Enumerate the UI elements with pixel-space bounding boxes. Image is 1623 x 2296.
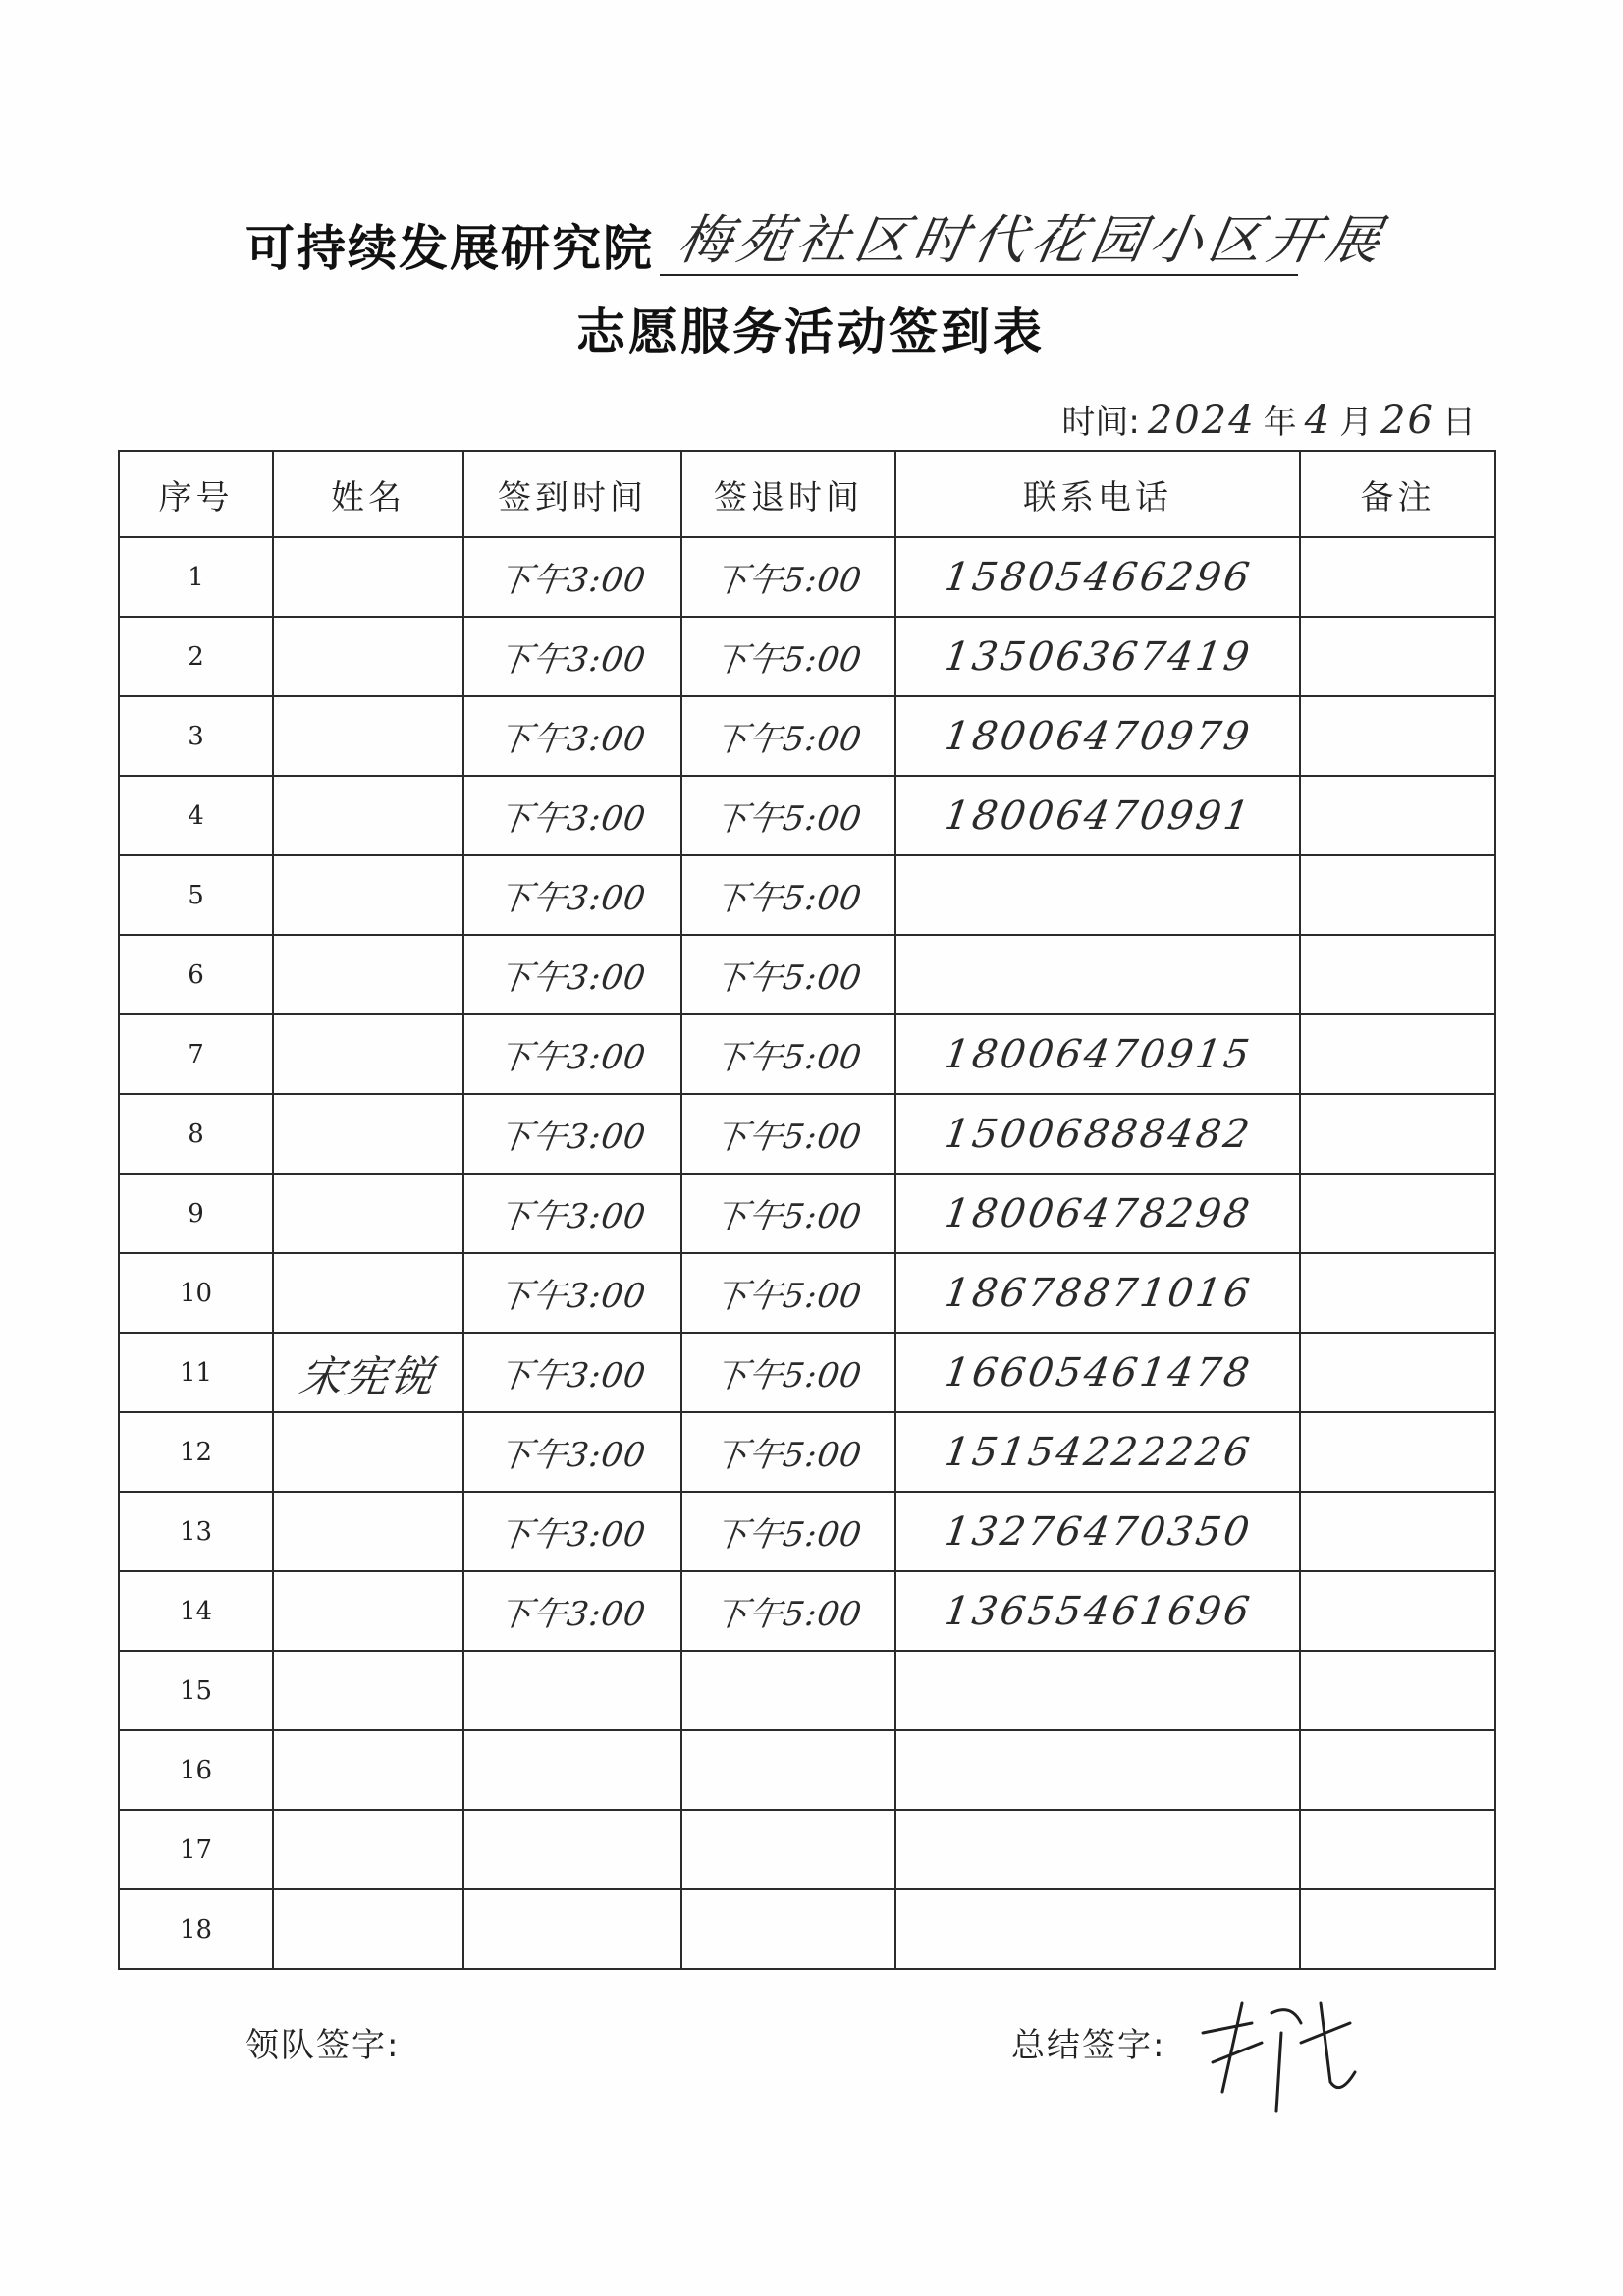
cell-phone bbox=[895, 855, 1300, 935]
table-row bbox=[119, 1014, 1495, 1094]
cell-phone-value: 15006888482 bbox=[941, 1111, 1255, 1157]
cell-phone bbox=[895, 1253, 1300, 1333]
org-name: 可持续发展研究院 bbox=[245, 219, 654, 277]
cell-name bbox=[273, 617, 463, 696]
cell-note bbox=[1300, 1014, 1495, 1094]
date-year: 2024 bbox=[1147, 398, 1256, 443]
cell-name bbox=[273, 1730, 463, 1810]
cell-name bbox=[273, 1492, 463, 1571]
cell-no: 18 bbox=[119, 1889, 273, 1969]
cell-phone bbox=[895, 696, 1300, 776]
cell-sign-out bbox=[681, 1333, 895, 1412]
cell-sign-in bbox=[463, 1492, 681, 1571]
cell-sign-in bbox=[463, 617, 681, 696]
cell-sign-out-value: 下午5:00 bbox=[711, 720, 865, 759]
cell-name bbox=[273, 1014, 463, 1094]
day-label: 日 bbox=[1442, 403, 1476, 442]
cell-no: 15 bbox=[119, 1651, 273, 1730]
cell-name bbox=[273, 1174, 463, 1253]
cell-sign-in-value: 下午3:00 bbox=[495, 1118, 649, 1157]
cell-phone bbox=[895, 1412, 1300, 1492]
cell-no: 6 bbox=[119, 935, 273, 1014]
cell-sign-out-value: 下午5:00 bbox=[711, 1436, 865, 1475]
cell-sign-out-value: 下午5:00 bbox=[711, 1277, 865, 1316]
table-row bbox=[119, 1810, 1495, 1889]
table-row bbox=[119, 776, 1495, 855]
cell-sign-in bbox=[463, 1810, 681, 1889]
cell-sign-out-value: 下午5:00 bbox=[711, 1118, 865, 1157]
cell-phone-value: 18006470915 bbox=[941, 1031, 1255, 1077]
cell-sign-in-value: 下午3:00 bbox=[495, 1197, 649, 1236]
cell-note bbox=[1300, 935, 1495, 1014]
cell-phone-value: 13276470350 bbox=[941, 1508, 1255, 1555]
date-line bbox=[1061, 395, 1476, 443]
cell-no: 10 bbox=[119, 1253, 273, 1333]
date-label: 时间: bbox=[1061, 403, 1140, 442]
cell-name bbox=[273, 1253, 463, 1333]
cell-sign-out bbox=[681, 855, 895, 935]
cell-phone-value: 15805466296 bbox=[941, 554, 1255, 600]
cell-phone bbox=[895, 617, 1300, 696]
column-header-sign-out: 签退时间 bbox=[681, 451, 895, 537]
cell-sign-in bbox=[463, 1571, 681, 1651]
activity-handwritten: 梅苑社区时代花园小区开展 bbox=[673, 209, 1391, 271]
cell-no: 9 bbox=[119, 1174, 273, 1253]
table-row bbox=[119, 1571, 1495, 1651]
cell-no: 11 bbox=[119, 1333, 273, 1412]
cell-sign-out bbox=[681, 1571, 895, 1651]
cell-sign-in bbox=[463, 1333, 681, 1412]
cell-note bbox=[1300, 1412, 1495, 1492]
cell-sign-out bbox=[681, 1174, 895, 1253]
cell-sign-in bbox=[463, 1889, 681, 1969]
month-label: 月 bbox=[1339, 403, 1374, 442]
form-title: 志愿服务活动签到表 bbox=[576, 302, 1045, 360]
table-row bbox=[119, 537, 1495, 617]
column-header-sign-in: 签到时间 bbox=[463, 451, 681, 537]
cell-no: 12 bbox=[119, 1412, 273, 1492]
table-row bbox=[119, 1253, 1495, 1333]
cell-phone bbox=[895, 1571, 1300, 1651]
cell-sign-out-value: 下午5:00 bbox=[711, 958, 865, 998]
cell-sign-in-value: 下午3:00 bbox=[495, 1356, 649, 1395]
cell-phone-value: 18006478298 bbox=[941, 1190, 1255, 1236]
table-row bbox=[119, 1333, 1495, 1412]
cell-sign-in bbox=[463, 855, 681, 935]
sign-in-table bbox=[118, 450, 1496, 1970]
cell-note bbox=[1300, 537, 1495, 617]
cell-sign-in bbox=[463, 1174, 681, 1253]
cell-sign-in bbox=[463, 1730, 681, 1810]
table-row bbox=[119, 1651, 1495, 1730]
table-row bbox=[119, 1412, 1495, 1492]
table-body bbox=[119, 537, 1495, 1969]
column-header-no: 序号 bbox=[119, 451, 273, 537]
cell-phone bbox=[895, 776, 1300, 855]
cell-sign-out bbox=[681, 1651, 895, 1730]
cell-phone bbox=[895, 1730, 1300, 1810]
cell-sign-out bbox=[681, 1730, 895, 1810]
cell-sign-out-value: 下午5:00 bbox=[711, 1595, 865, 1634]
cell-sign-out bbox=[681, 1412, 895, 1492]
table-row bbox=[119, 617, 1495, 696]
cell-note bbox=[1300, 776, 1495, 855]
cell-no: 14 bbox=[119, 1571, 273, 1651]
cell-note bbox=[1300, 696, 1495, 776]
date-day: 26 bbox=[1380, 398, 1434, 443]
cell-sign-out bbox=[681, 935, 895, 1014]
cell-note bbox=[1300, 1889, 1495, 1969]
cell-phone bbox=[895, 1014, 1300, 1094]
table-row bbox=[119, 855, 1495, 935]
title-line bbox=[245, 201, 1391, 280]
cell-sign-in bbox=[463, 537, 681, 617]
cell-sign-in bbox=[463, 696, 681, 776]
column-header-phone: 联系电话 bbox=[895, 451, 1300, 537]
cell-note bbox=[1300, 855, 1495, 935]
cell-sign-out bbox=[681, 696, 895, 776]
cell-name bbox=[273, 1889, 463, 1969]
cell-sign-in-value: 下午3:00 bbox=[495, 879, 649, 918]
cell-sign-in bbox=[463, 1094, 681, 1174]
cell-sign-out bbox=[681, 617, 895, 696]
table-row bbox=[119, 1492, 1495, 1571]
table-header-row bbox=[119, 451, 1495, 537]
cell-note bbox=[1300, 1492, 1495, 1571]
cell-sign-out-value: 下午5:00 bbox=[711, 1038, 865, 1077]
cell-phone-value: 13655461696 bbox=[941, 1588, 1255, 1634]
cell-name bbox=[273, 537, 463, 617]
cell-name bbox=[273, 855, 463, 935]
cell-sign-in-value: 下午3:00 bbox=[495, 640, 649, 680]
year-label: 年 bbox=[1263, 403, 1297, 442]
handwritten-signature bbox=[1183, 1974, 1380, 2121]
cell-sign-in bbox=[463, 776, 681, 855]
cell-note bbox=[1300, 1094, 1495, 1174]
cell-sign-in-value: 下午3:00 bbox=[495, 958, 649, 998]
cell-sign-in-value: 下午3:00 bbox=[495, 1277, 649, 1316]
cell-sign-out-value: 下午5:00 bbox=[711, 1197, 865, 1236]
cell-sign-out bbox=[681, 1014, 895, 1094]
cell-sign-out-value: 下午5:00 bbox=[711, 640, 865, 680]
cell-phone bbox=[895, 1810, 1300, 1889]
table-row bbox=[119, 1174, 1495, 1253]
cell-note bbox=[1300, 1174, 1495, 1253]
cell-note bbox=[1300, 1333, 1495, 1412]
cell-sign-in bbox=[463, 1014, 681, 1094]
cell-name bbox=[273, 935, 463, 1014]
cell-no: 7 bbox=[119, 1014, 273, 1094]
cell-phone bbox=[895, 1174, 1300, 1253]
cell-name bbox=[273, 1094, 463, 1174]
cell-phone bbox=[895, 1333, 1300, 1412]
cell-note bbox=[1300, 1651, 1495, 1730]
cell-no: 17 bbox=[119, 1810, 273, 1889]
cell-no: 2 bbox=[119, 617, 273, 696]
cell-phone bbox=[895, 1094, 1300, 1174]
cell-name bbox=[273, 1412, 463, 1492]
cell-no: 1 bbox=[119, 537, 273, 617]
table-row bbox=[119, 1094, 1495, 1174]
cell-name bbox=[273, 1810, 463, 1889]
cell-sign-out bbox=[681, 776, 895, 855]
cell-no: 4 bbox=[119, 776, 273, 855]
cell-sign-out bbox=[681, 1889, 895, 1969]
cell-sign-out bbox=[681, 1492, 895, 1571]
cell-phone-value: 18006470979 bbox=[941, 713, 1255, 759]
table-row bbox=[119, 1730, 1495, 1810]
cell-phone-value: 15154222226 bbox=[941, 1429, 1255, 1475]
cell-note bbox=[1300, 1730, 1495, 1810]
activity-underline bbox=[660, 274, 1298, 276]
cell-sign-in-value: 下午3:00 bbox=[495, 799, 649, 839]
cell-sign-in bbox=[463, 1412, 681, 1492]
cell-sign-in-value: 下午3:00 bbox=[495, 720, 649, 759]
cell-phone bbox=[895, 935, 1300, 1014]
cell-name bbox=[273, 1571, 463, 1651]
cell-no: 5 bbox=[119, 855, 273, 935]
cell-name bbox=[273, 696, 463, 776]
cell-note bbox=[1300, 1810, 1495, 1889]
cell-note bbox=[1300, 617, 1495, 696]
cell-sign-in bbox=[463, 1253, 681, 1333]
cell-phone-value: 13506367419 bbox=[941, 633, 1255, 680]
date-month: 4 bbox=[1304, 398, 1332, 443]
cell-sign-out bbox=[681, 1810, 895, 1889]
cell-sign-out-value: 下午5:00 bbox=[711, 1515, 865, 1555]
activity-blank bbox=[660, 201, 1391, 280]
cell-sign-in-value: 下午3:00 bbox=[495, 1436, 649, 1475]
leader-signature-label: 领队签字: bbox=[245, 2026, 401, 2065]
table-row bbox=[119, 935, 1495, 1014]
cell-sign-in bbox=[463, 1651, 681, 1730]
column-header-name: 姓名 bbox=[273, 451, 463, 537]
column-header-note: 备注 bbox=[1300, 451, 1495, 537]
cell-phone bbox=[895, 537, 1300, 617]
cell-sign-out-value: 下午5:00 bbox=[711, 799, 865, 839]
cell-sign-in-value: 下午3:00 bbox=[495, 1038, 649, 1077]
cell-phone bbox=[895, 1651, 1300, 1730]
cell-sign-out-value: 下午5:00 bbox=[711, 1356, 865, 1395]
cell-sign-out bbox=[681, 1094, 895, 1174]
cell-no: 16 bbox=[119, 1730, 273, 1810]
cell-phone-value: 18678871016 bbox=[941, 1270, 1255, 1316]
cell-note bbox=[1300, 1253, 1495, 1333]
cell-sign-out-value: 下午5:00 bbox=[711, 561, 865, 600]
cell-no: 13 bbox=[119, 1492, 273, 1571]
cell-name-value: 宋宪锐 bbox=[296, 1351, 439, 1402]
table-row bbox=[119, 1889, 1495, 1969]
cell-sign-in-value: 下午3:00 bbox=[495, 1515, 649, 1555]
cell-no: 3 bbox=[119, 696, 273, 776]
cell-no: 8 bbox=[119, 1094, 273, 1174]
cell-note bbox=[1300, 1571, 1495, 1651]
cell-sign-out bbox=[681, 1253, 895, 1333]
cell-sign-in bbox=[463, 935, 681, 1014]
cell-name bbox=[273, 776, 463, 855]
cell-name bbox=[273, 1651, 463, 1730]
cell-phone-value: 18006470991 bbox=[941, 793, 1255, 839]
cell-name bbox=[273, 1333, 463, 1412]
cell-phone bbox=[895, 1889, 1300, 1969]
cell-sign-out-value: 下午5:00 bbox=[711, 879, 865, 918]
cell-phone-value: 16605461478 bbox=[941, 1349, 1255, 1395]
cell-sign-in-value: 下午3:00 bbox=[495, 561, 649, 600]
cell-sign-out bbox=[681, 537, 895, 617]
table-row bbox=[119, 696, 1495, 776]
summary-signature-label: 总结签字: bbox=[1011, 2026, 1166, 2065]
cell-phone bbox=[895, 1492, 1300, 1571]
cell-sign-in-value: 下午3:00 bbox=[495, 1595, 649, 1634]
